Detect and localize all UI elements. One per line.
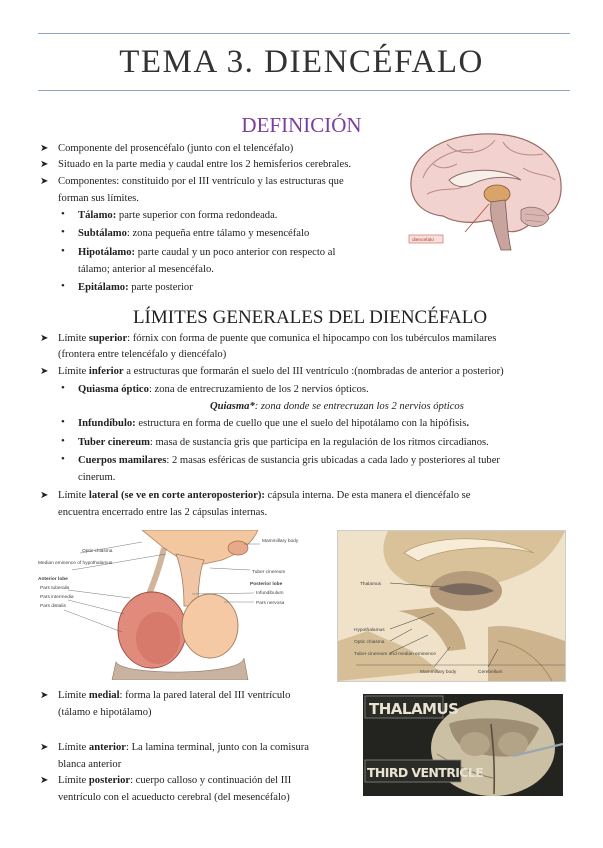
def-item-1: Componente del prosencéfalo (junto con el telencéfalo) [58,143,294,154]
label-infundibulum: Infundibulum [256,591,284,596]
brain-label: diencefalo [412,238,434,243]
arrow-bullet: ➤ [40,775,49,786]
arrow-bullet: ➤ [40,143,49,154]
label-median-eminence: Median eminence of hypothalamus [38,561,113,566]
inferior-infundibulo: Infundíbulo: estructura en forma de cuello que une el suelo del hipotálamo con la hipófisis. [78,418,470,429]
label-pars-tuberalis: Pars tuberalis [40,586,70,591]
label-pars-nervosa: Pars nervosa [256,601,285,606]
pituitary-illustration [38,530,308,680]
def-sub-hipotalamo: Hipotálamo: parte caudal y un poco anterior con respecto al [78,247,336,258]
quiasma-note: Quiasma*: zona donde se entrecruzan los 2 nervios ópticos [210,401,464,412]
label-pars-distalis: Pars distalis [40,604,66,609]
label-anterior-lobe: Anterior lobe [38,577,68,582]
arrow-bullet: ➤ [40,333,49,344]
title-rule [38,90,570,91]
label-optic-chiasma: Optic chiasma [82,549,113,554]
limite-superior-cont: (frontera entre telencéfalo y diencéfalo) [58,349,227,360]
inferior-tuber: Tuber cinereum: masa de sustancia gris que participa en la regulación de los ritmos circadianos. [78,437,489,448]
arrow-bullet: ➤ [40,159,49,170]
label-hypothalamus: Hypothalamus [354,628,385,633]
brain-illustration [403,128,567,260]
inferior-mamilares: Cuerpos mamilares: 2 masas esféricas de sustancia gris ubicadas a cada lado y posteriores al tuber [78,455,500,466]
dot-bullet: • [61,226,65,238]
limite-lateral-cont: encuentra encerrado entre las 2 cápsulas internas. [58,507,268,518]
sagittal-brain-photo [337,530,566,682]
dot-bullet: • [61,435,65,447]
coronal-brain-photo [363,694,563,796]
limite-posterior-cont: ventrículo con el acueducto cerebral (del mesencéfalo) [58,792,290,803]
limite-medial-cont: (tálamo e hipotálamo) [58,707,152,718]
arrow-bullet: ➤ [40,690,49,701]
dot-bullet: • [61,453,65,465]
label-mammillary-body: Mammillary body [262,539,299,544]
limite-superior: Límite superior: fórnix con forma de puente que comunica el hipocampo con los tubérculos mamilares [58,333,497,344]
dot-bullet: • [61,245,65,257]
dot-bullet: • [61,208,65,220]
arrow-bullet: ➤ [40,176,49,187]
limite-anterior: Límite anterior: La lamina terminal, junto con la comisura [58,742,309,753]
def-item-3: Componentes: constituido por el III ventrículo y las estructuras que [58,176,344,187]
label-pars-intermedia: Pars intermedia [40,595,74,600]
arrow-bullet: ➤ [40,366,49,377]
def-item-3-cont: forman sus límites. [58,193,139,204]
label-thalamus-coronal: THALAMUS [369,700,459,718]
arrow-bullet: ➤ [40,742,49,753]
def-sub-hipotalamo-cont: tálamo; anterior al mesencéfalo. [78,264,214,275]
definicion-heading: DEFINICIÓN [241,113,362,137]
limite-inferior: Límite inferior a estructuras que formarán el suelo del III ventrículo :(nombradas de anterior a posterior) [58,366,504,377]
limite-medial: Límite medial: forma la pared lateral del III ventrículo [58,690,291,701]
dot-bullet: • [61,416,65,428]
dot-bullet: • [61,382,65,394]
label-tuber-cinereum: Tuber cinereum [252,570,286,575]
limite-anterior-cont: blanca anterior [58,759,122,770]
label-cerebellum: Cerebellum [478,670,503,675]
dot-bullet: • [61,280,65,292]
limite-lateral: Límite lateral (se ve en corte anteroposterior): cápsula interna. De esta manera el diencéfalo se [58,490,471,501]
top-rule [38,33,570,34]
label-mammillary-body-2: Mammillary body [420,670,457,675]
def-sub-talamo: Tálamo: parte superior con forma redondeada. [78,210,278,221]
inferior-quiasma: Quiasma óptico: zona de entrecruzamiento de los 2 nervios ópticos. [78,384,369,395]
label-thalamus: Thalamus [360,582,382,587]
def-sub-epitalamo: Epitálamo: parte posterior [78,282,193,293]
page-title: TEMA 3. DIENCÉFALO [119,44,484,80]
def-sub-subtalamo: Subtálamo: zona pequeña entre tálamo y mesencéfalo [78,228,310,239]
inferior-mamilares-cont: cinerum. [78,472,116,483]
label-optic-chiasma-2: Optic chiasma [354,640,385,645]
label-posterior-lobe: Posterior lobe [250,582,283,587]
limite-posterior: Límite posterior: cuerpo calloso y continuación del III [58,775,292,786]
def-item-2: Situado en la parte media y caudal entre los 2 hemisferios cerebrales. [58,159,351,170]
label-tuber-median: Tuber cinereum and median eminence [354,652,436,657]
arrow-bullet: ➤ [40,490,49,501]
limites-heading: LÍMITES GENERALES DEL DIENCÉFALO [132,307,488,328]
label-third-ventricle: THIRD VENTRICLE [367,765,484,780]
